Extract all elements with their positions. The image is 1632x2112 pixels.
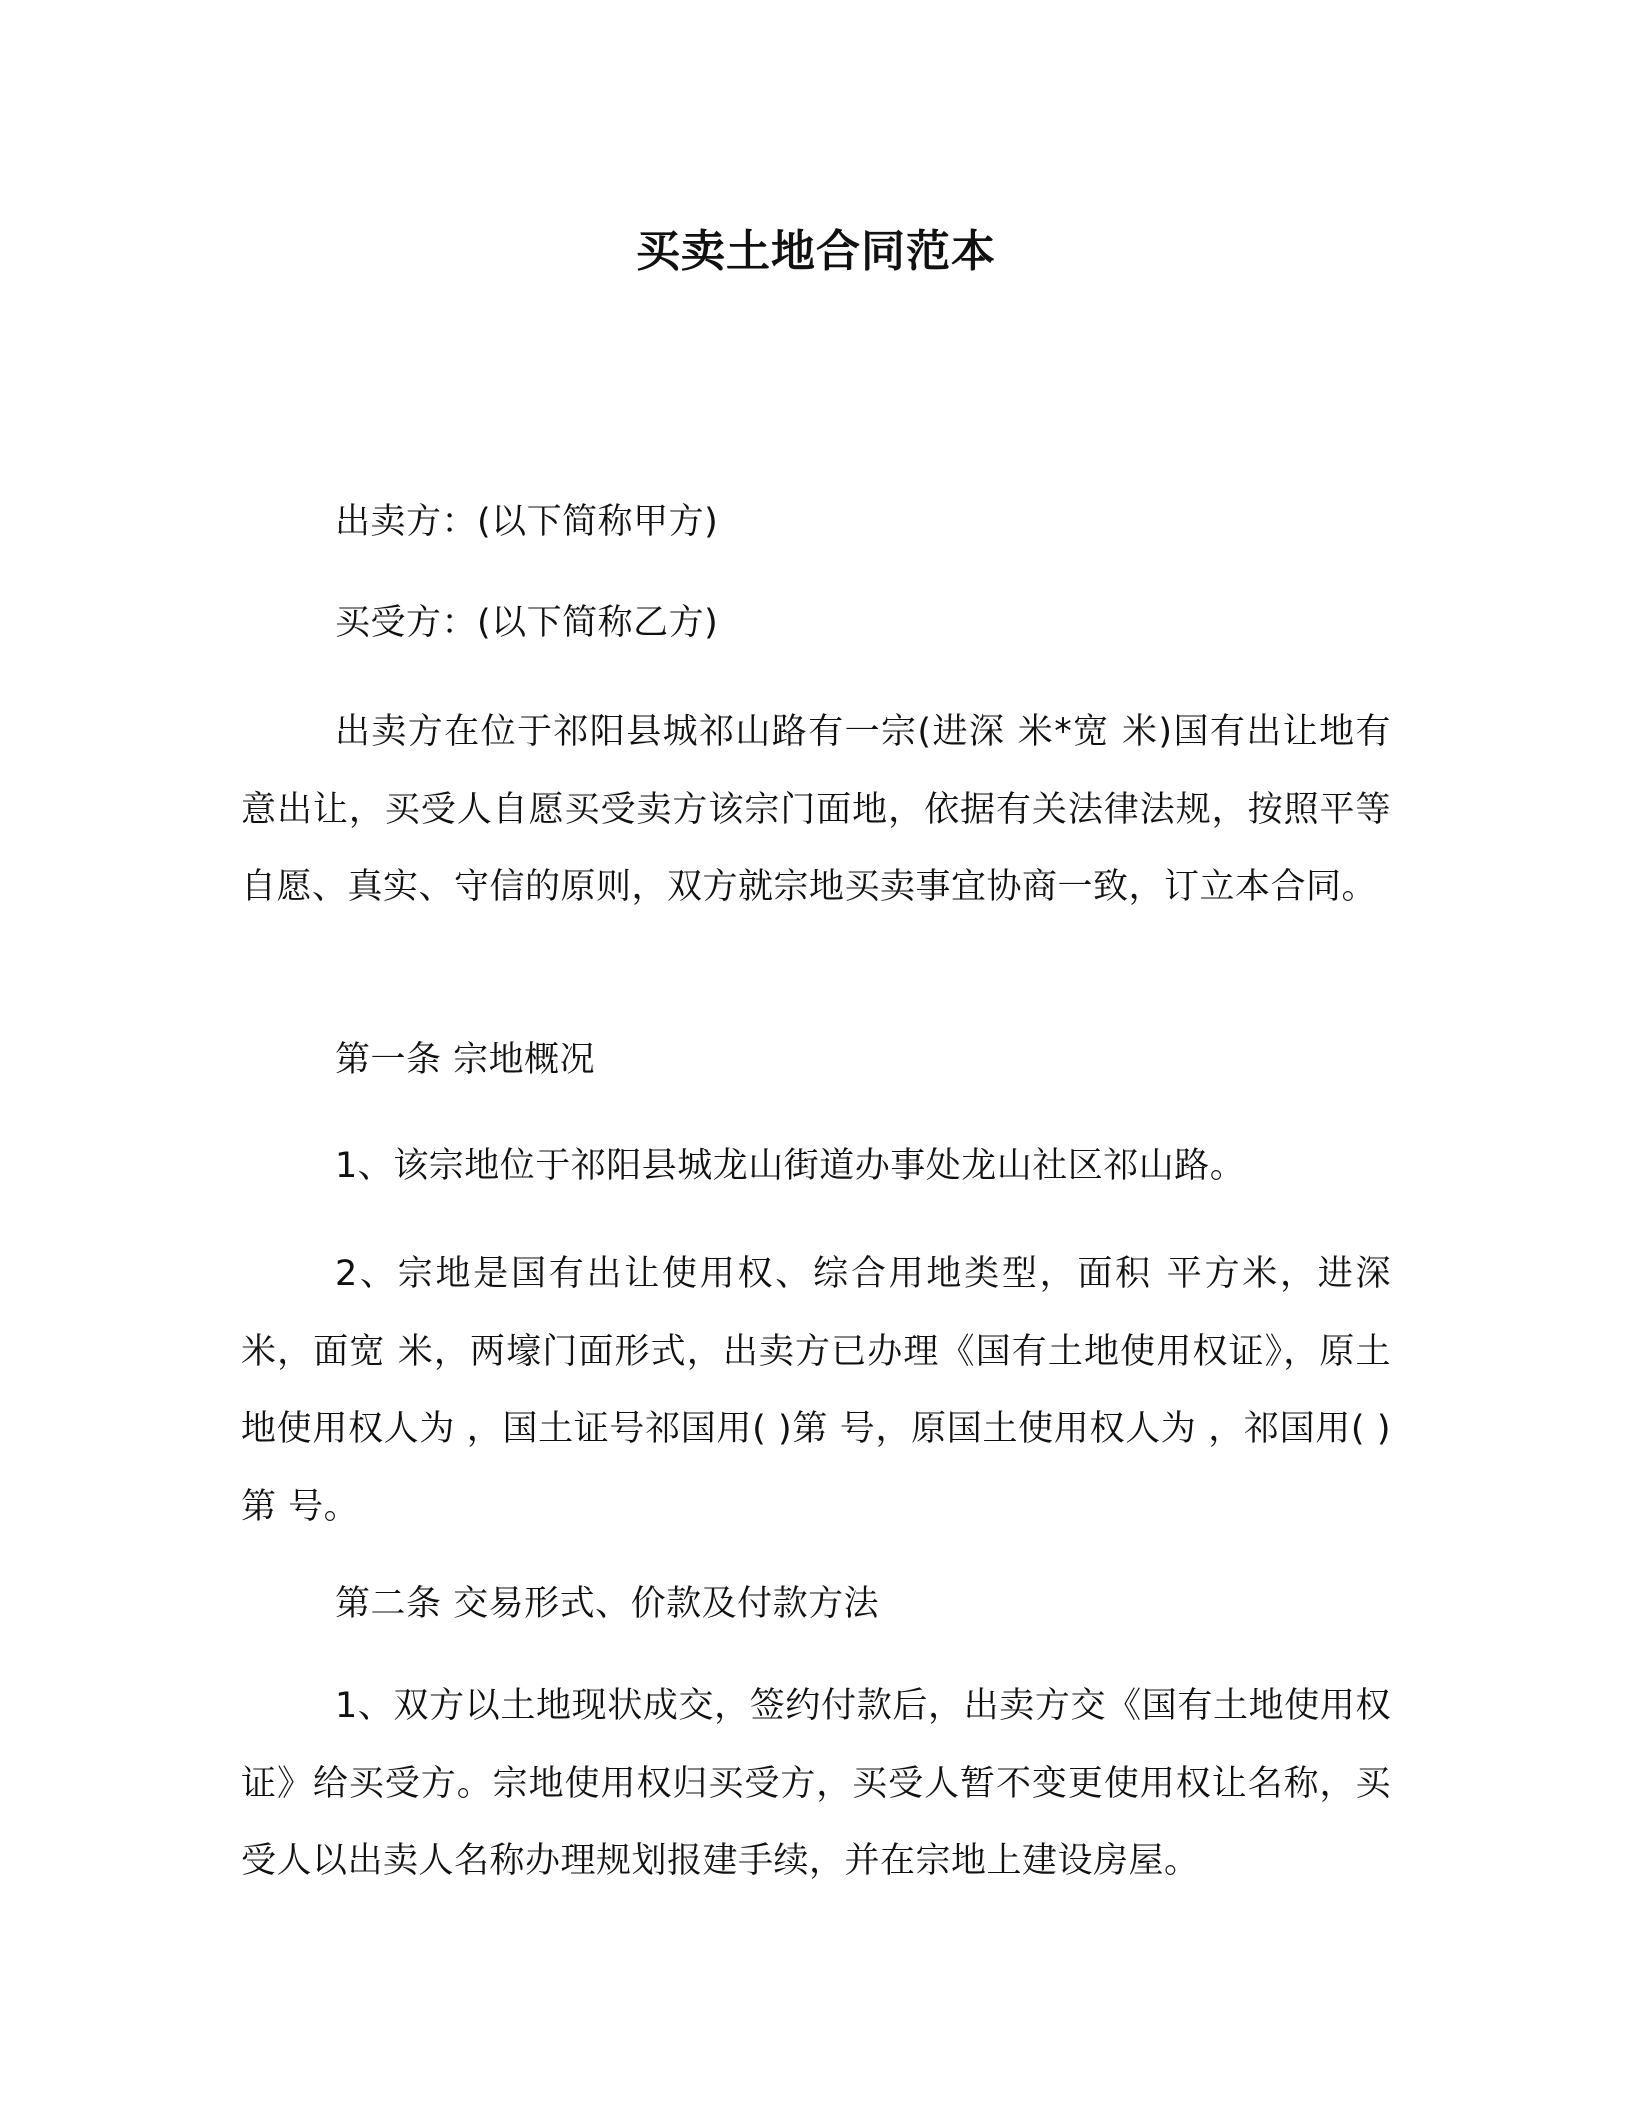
article-1-clause-1: 1、该宗地位于祁阳县城龙山街道办事处龙山社区祁山路。 xyxy=(335,1146,1246,1186)
article-2-clause-1: 1、双方以土地现状成交，签约付款后，出卖方交《国有土地使用权证》给买受方。宗地使用权归买受方，买受人暂不变更使用权让名称，买受人以出卖人名称办理规划报建手续，并在宗地上建设房屋。 xyxy=(241,1686,1391,1881)
intro-paragraph: 出卖方在位于祁阳县城祁山路有一宗(进深 米*宽 米)国有出让地有意出让，买受人自愿买受卖方该宗门面地，依据有关法律法规，按照平等自愿、真实、守信的原则，双方就宗地买卖事宜协商一致，订立本合同。 xyxy=(241,712,1391,907)
buyer-line: 买受方：(以下简称乙方) xyxy=(335,603,719,643)
article-2-heading: 第二条 交易形式、价款及付款方法 xyxy=(335,1584,880,1624)
article-1-heading: 第一条 宗地概况 xyxy=(335,1040,596,1080)
seller-line: 出卖方：(以下简称甲方) xyxy=(335,502,719,542)
article-1-clause-2: 2、宗地是国有出让使用权、综合用地类型，面积 平方米，进深 米，面宽 米，两壕门面形式，出卖方已办理《国有土地使用权证》，原土地使用权人为 ，国土证号祁国用( )第 号，原国土使用权人为 ，祁国用( )第 号。 xyxy=(241,1254,1391,1527)
document-title: 买卖土地合同范本 xyxy=(636,226,996,277)
